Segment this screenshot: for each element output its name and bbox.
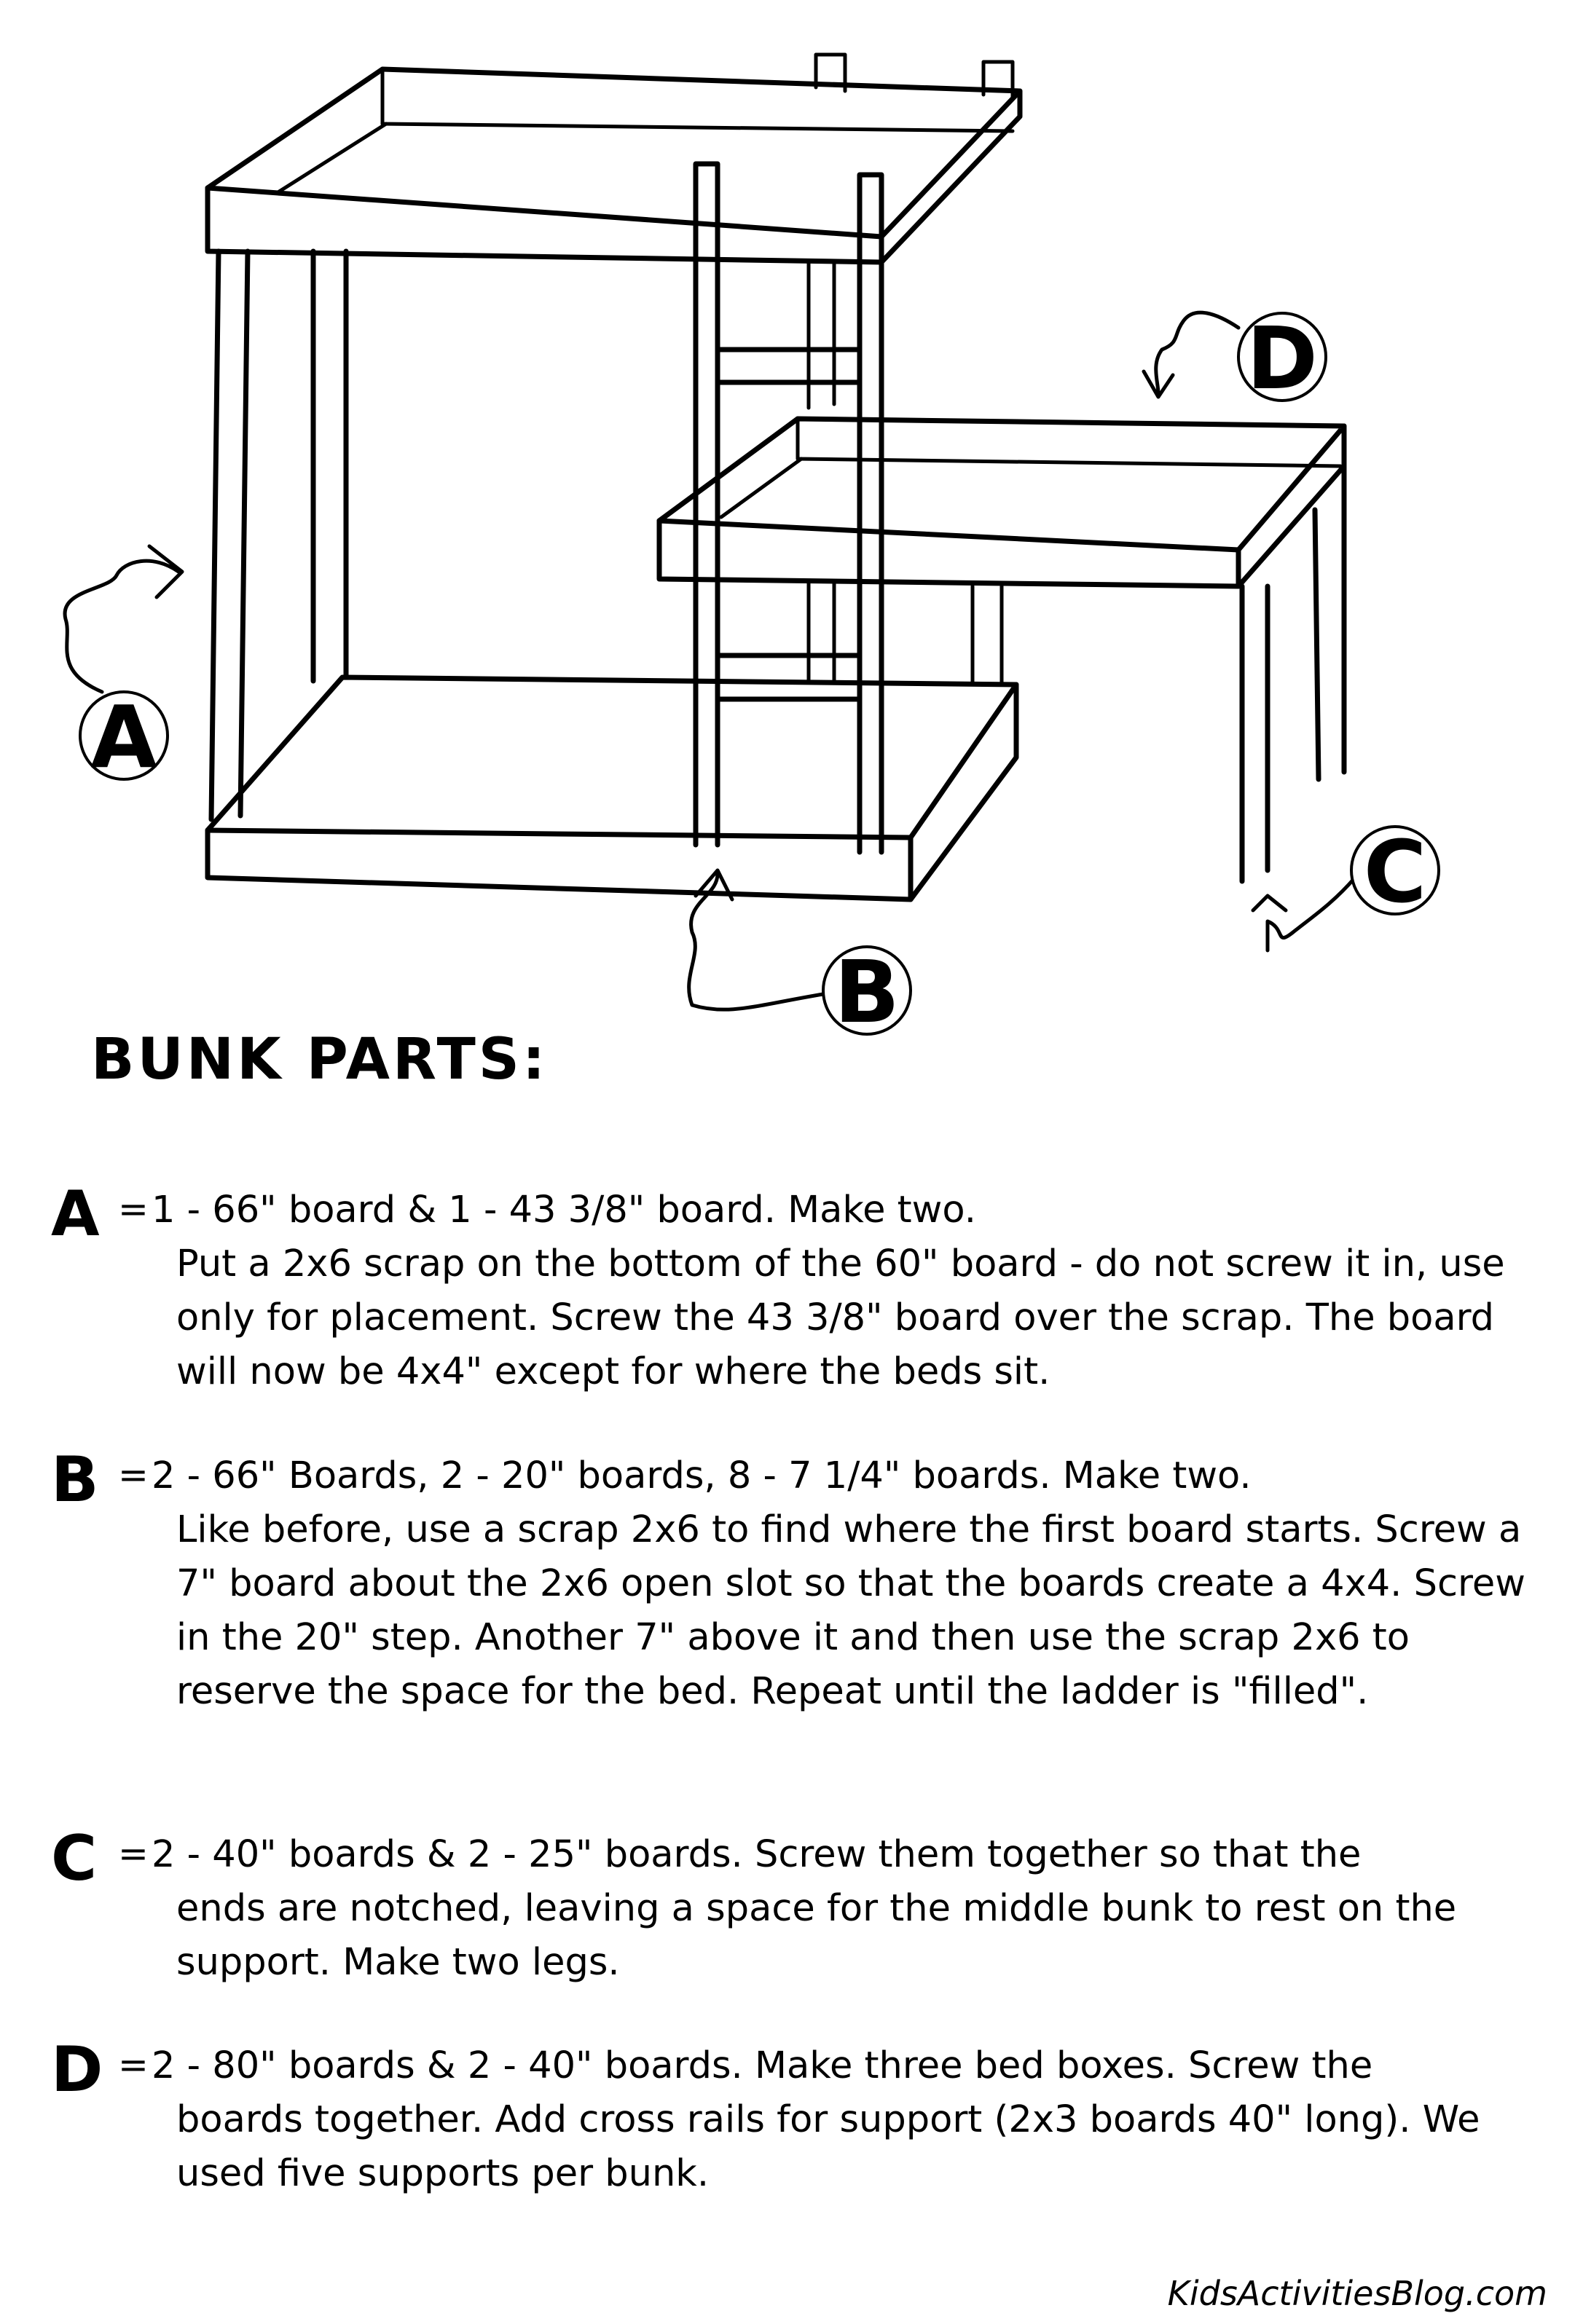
equals-sign: =	[118, 2044, 149, 2086]
callout-c-letter: C	[1363, 822, 1427, 922]
arrow-d	[1144, 312, 1238, 397]
part-b-letter: B	[51, 1443, 99, 1516]
arrow-b	[689, 870, 823, 1009]
callout-b	[823, 942, 911, 1042]
callout-d	[1238, 308, 1326, 409]
part-a-description	[152, 1183, 1536, 1399]
part-d-letter: D	[51, 2033, 103, 2106]
callout-d-letter: D	[1246, 308, 1318, 409]
top-bunk	[208, 55, 1020, 262]
part-a-first-line: 1 - 66" board & 1 - 43 3/8" board. Make two.	[152, 1189, 976, 1232]
part-d-instructions: boards together. Add cross rails for support (2x3 boards 40" long). We used five supports per bunk.	[176, 2098, 1480, 2195]
parts-heading: BUNK PARTS:	[91, 1027, 549, 1092]
callout-b-letter: B	[834, 942, 900, 1042]
equals-sign: =	[118, 1832, 149, 1875]
callout-c	[1351, 822, 1439, 922]
equals-sign: =	[118, 1188, 149, 1230]
part-a-letter: A	[51, 1178, 100, 1250]
bottom-bunk	[208, 677, 1016, 899]
part-d-description	[152, 2039, 1536, 2201]
part-c-first-line: 2 - 40" boards & 2 - 25" boards. Screw them together so that the	[152, 1833, 1362, 1876]
part-c-letter: C	[51, 1822, 98, 1895]
part-b-instructions: Like before, use a scrap 2x6 to find where the first board starts. Screw a 7" board about the 2x6 open slot so that the boards create a 4x4. Screw in the 20" step. Another 7" above it and then use the scrap 2x6 to reserve the space for the bed. Repeat until the ladder is "filled".	[176, 1508, 1525, 1713]
part-a-instructions: Put a 2x6 scrap on the bottom of the 60" board - do not screw it in, use only for placement. Screw the 43 3/8" board over the scrap. The board will now be 4x4" except for where the beds sit.	[176, 1242, 1505, 1393]
part-b-description	[152, 1449, 1536, 1719]
arrow-c	[1253, 878, 1355, 950]
ladder-b	[696, 164, 881, 852]
arrow-a	[65, 546, 182, 692]
part-d-first-line: 2 - 80" boards & 2 - 40" boards. Make three bed boxes. Screw the	[152, 2044, 1373, 2087]
callout-a-letter: A	[90, 687, 157, 787]
middle-bunk	[659, 419, 1344, 586]
equals-sign: =	[118, 1454, 149, 1496]
site-credit: KidsActivitiesBlog.com	[1167, 2274, 1547, 2313]
callout-a	[80, 687, 168, 787]
part-b-first-line: 2 - 66" Boards, 2 - 20" boards, 8 - 7 1/4" boards. Make two.	[152, 1454, 1252, 1497]
bunk-bed-diagram	[0, 0, 1575, 1092]
part-c-instructions: ends are notched, leaving a space for the middle bunk to rest on the support. Make two legs.	[176, 1887, 1457, 1984]
part-c-description	[152, 1828, 1536, 1990]
